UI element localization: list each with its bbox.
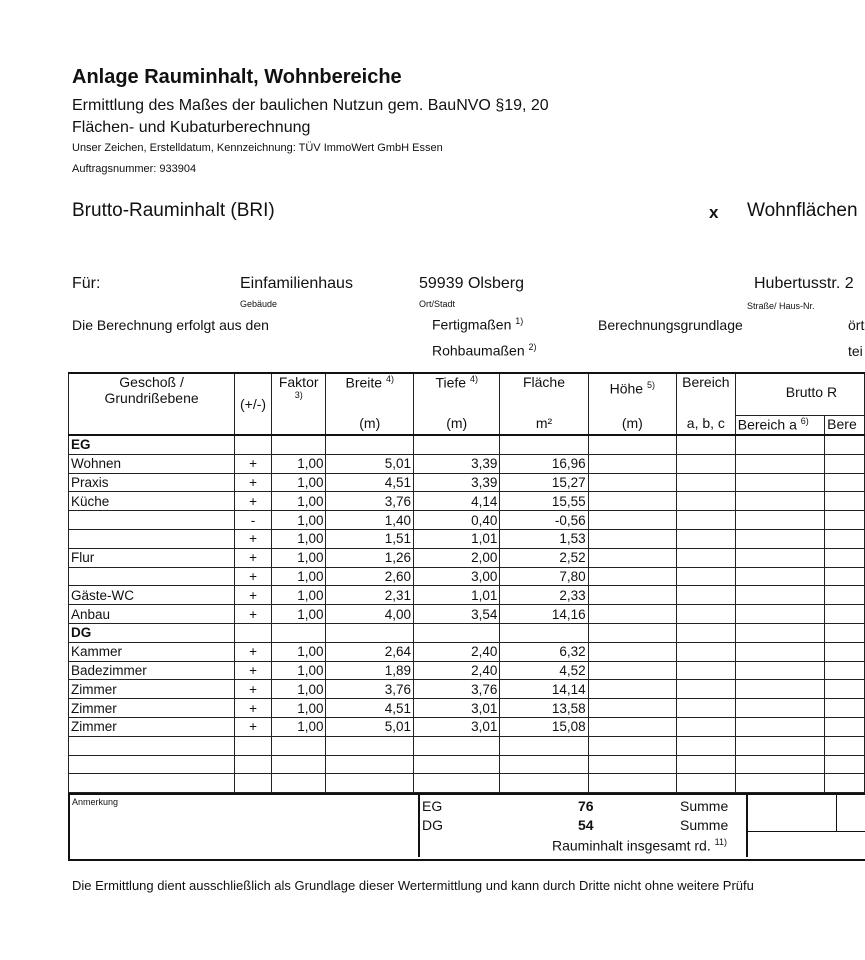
- header-pm: (+/-): [235, 373, 272, 435]
- gesamt-label: Rauminhalt insgesamt rd. $^{11)}$: [552, 837, 727, 854]
- subtitle: Flächen- und Kubaturberechnung: [72, 119, 311, 136]
- table-row: - 1,00 1,40 0,40 -0,56: [69, 511, 865, 530]
- table-footer: [68, 793, 865, 861]
- eg-label: EG: [422, 798, 443, 814]
- table-row: Anbau + 1,00 4,00 3,54 14,16: [69, 605, 865, 624]
- city: 59939 Olsberg: [419, 275, 524, 292]
- check-mark: x: [709, 203, 719, 222]
- header-tiefe: Tiefe $^{4)}$: [414, 373, 500, 415]
- table-row: Zimmer + 1,00 4,51 3,01 13,58: [69, 699, 865, 718]
- table-row: Wohnen + 1,00 5,01 3,39 16,96: [69, 454, 865, 473]
- fuer-label: Für:: [72, 275, 101, 292]
- table-row: DG: [69, 623, 865, 642]
- table-row: Badezimmer + 1,00 1,89 2,40 4,52: [69, 661, 865, 680]
- building-label: Gebäude: [240, 299, 278, 309]
- table-row: + 1,00 1,51 1,01 1,53: [69, 529, 865, 548]
- summe-label: Summe: [680, 817, 729, 833]
- teilweise: tei: [848, 343, 863, 359]
- order-number: Auftragsnummer: 933904: [72, 163, 197, 175]
- table-row: [69, 774, 865, 793]
- header-bereich-a: Bereich a $^{6)}$: [735, 415, 824, 435]
- oertlich: ört: [848, 317, 865, 333]
- table-row: EG: [69, 435, 865, 454]
- calc-basis-text: Die Berechnung erfolgt aus den: [72, 317, 269, 333]
- header-breite: Breite $^{4)}$: [326, 373, 414, 415]
- fertigmasse: Fertigmaßen $^{1)}$: [432, 316, 524, 333]
- grundlage: Berechnungsgrundlage: [598, 317, 743, 333]
- header-brutto: Brutto R: [735, 373, 864, 415]
- disclaimer: Die Ermittlung dient ausschließlich als Grundlage dieser Wertermittlung und kann durch Dritte nicht ohne weitere Prüfu: [72, 878, 754, 893]
- reference: Unser Zeichen, Erstelldatum, Kennzeichnung: TÜV ImmoWert GmbH Essen: [72, 142, 443, 154]
- table-row: Praxis + 1,00 4,51 3,39 15,27: [69, 473, 865, 492]
- calculation-table: Geschoß / Grundrißebene (+/-) Faktor $^{3)}$ Breite $^{4)}$ Tiefe $^{4)}$ Fläche Höhe $^{5)}$ Bereich Brutto R (m) (m) m² (m) a, b, c Bereich a $^{6)}$ Bere EG Wohnen + 1,00 5,01 3,39 16,96 Praxis + 1,00 4,51 3,39 15,27 Küche + 1,00 3,76 4,14 15,55 - 1,00 1,40 0,40 -0,56 + 1,00 1,51 1,01 1,53 Flur + 1,00 1,26 2,00 2,52 + 1,00 2,60 3,00 7,80 Gäste-WC + 1,00 2,31 1,01 2,33 Anbau + 1,00 4,00 3,54 14,16 DG Kammer + 1,00 2,64 2,40 6,32 Badezimmer + 1,00 1,89 2,40 4,52 Zimmer + 1,00 3,76 3,76 14,14 Zimmer + 1,00 4,51 3,01 13,58 Zimmer + 1,00 5,01 3,01 15,08: [68, 372, 865, 793]
- page-title: Anlage Rauminhalt, Wohnbereiche: [72, 66, 402, 88]
- dg-label: DG: [422, 817, 443, 833]
- building: Einfamilienhaus: [240, 275, 353, 292]
- table-row: [69, 755, 865, 774]
- table-row: Zimmer + 1,00 3,76 3,76 14,14: [69, 680, 865, 699]
- table-row: Gäste-WC + 1,00 2,31 1,01 2,33: [69, 586, 865, 605]
- subtitle: Ermittlung des Maßes der baulichen Nutzun gem. BauNVO §19, 20: [72, 97, 549, 114]
- bri-heading: Brutto-Rauminhalt (BRI): [72, 200, 275, 221]
- rohbaumasse: Rohbaumaßen $^{2)}$: [432, 342, 537, 359]
- table-row: Kammer + 1,00 2,64 2,40 6,32: [69, 642, 865, 661]
- header-hoehe: Höhe $^{5)}$: [588, 373, 676, 415]
- dg-sum: 54: [578, 817, 594, 833]
- header-geschoss: Geschoß / Grundrißebene: [69, 373, 235, 435]
- wohnflaechen-heading: Wohnflächen: [747, 200, 858, 221]
- eg-sum: 76: [578, 798, 594, 814]
- street: Hubertusstr. 2: [754, 275, 854, 292]
- header-bereich: Bereich: [677, 373, 736, 415]
- header-flaeche: Fläche: [500, 373, 588, 415]
- table-row: Zimmer + 1,00 5,01 3,01 15,08: [69, 717, 865, 736]
- header-faktor: Faktor $^{3)}$: [271, 373, 326, 415]
- table-row: Küche + 1,00 3,76 4,14 15,55: [69, 492, 865, 511]
- city-label: Ort/Stadt: [419, 299, 456, 309]
- anmerkung-label: Anmerkung: [72, 797, 119, 807]
- table-row: + 1,00 2,60 3,00 7,80: [69, 567, 865, 586]
- table-row: [69, 736, 865, 755]
- summe-label: Summe: [680, 798, 729, 814]
- street-label: Straße/ Haus-Nr.: [747, 301, 815, 311]
- table-row: Flur + 1,00 1,26 2,00 2,52: [69, 548, 865, 567]
